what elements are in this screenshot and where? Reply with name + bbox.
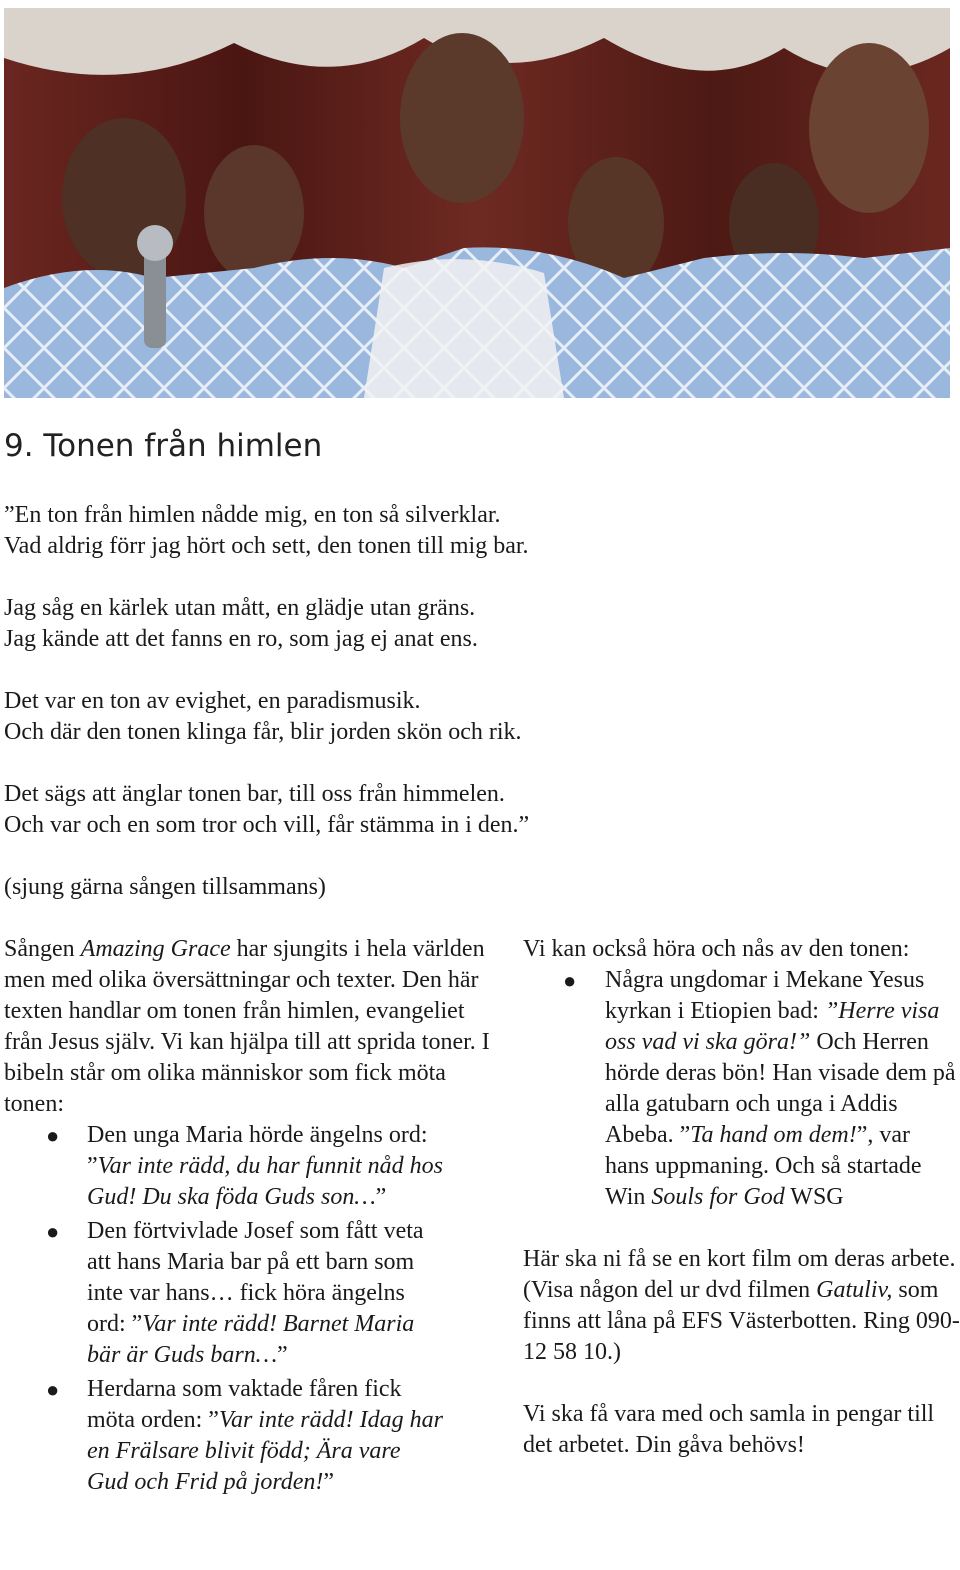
left-column	[4, 934, 504, 1501]
singing-note: (sjung gärna sången tillsammans)	[4, 874, 326, 900]
choir-photo-illustration	[4, 8, 950, 398]
poem-line: Det sägs att änglar tonen bar, till oss från himmelen.	[4, 781, 505, 807]
choir-photo	[4, 8, 950, 398]
intro-text: har sjungits i hela världen men med olika översättningar och texter. Den här texten handlar om tonen från himlen, evangeliet från Jesus själv. Vi kan hjälpa till att sprida toner. I bibeln står om olika människor som fick möta tonen:	[4, 936, 490, 1117]
poem-line: Det var en ton av evighet, en paradismusik.	[4, 688, 421, 714]
poem-line: Jag såg en kärlek utan mått, en glädje utan gräns.	[4, 595, 476, 621]
list-item	[4, 1374, 447, 1498]
poem-line: Vad aldrig förr jag hört och sett, den tonen till mig bar.	[4, 533, 529, 559]
left-intro	[4, 934, 504, 1120]
poem	[4, 500, 944, 872]
item-quote: Ta hand om dem!	[690, 1122, 857, 1148]
film-title: Gatuliv,	[816, 1277, 893, 1303]
bible-list	[4, 1120, 504, 1498]
film-text: Här ska ni få se en kort film om deras arbete. (Visa någon del ur dvd filmen	[523, 1246, 956, 1303]
collection-paragraph: Vi ska få vara med och samla in pengar till det arbetet. Din gåva behövs!	[523, 1401, 935, 1458]
item-quote: Var inte rädd! Barnet Maria bär är Guds barn…	[87, 1311, 415, 1368]
poem-line: Och där den tonen klinga får, blir jorden skön och rik.	[4, 719, 522, 745]
list-item	[523, 965, 960, 1213]
item-text: Några ungdomar i Mekane Yesus kyrkan i Etiopien bad:	[605, 967, 925, 1024]
item-quote: Var inte rädd, du har funnit nåd hos Gud! Du ska föda Guds son…	[87, 1153, 444, 1210]
item-text: Och Herren hörde deras bön! Han visade dem på alla gatubarn och unga i Addis Abeba. ”	[605, 1029, 956, 1148]
poem-line: Och var och en som tror och vill, får stämma in i den.”	[4, 812, 530, 838]
item-close: ”	[323, 1469, 335, 1495]
item-close: ”	[277, 1342, 288, 1368]
list-item	[4, 1120, 447, 1213]
poem-stanza	[4, 593, 944, 655]
section-heading: 9. Tonen från himlen	[4, 428, 323, 464]
poem-stanza	[4, 686, 944, 748]
right-intro: Vi kan också höra och nås av den tonen:	[523, 936, 910, 962]
bullet-icon: ●	[46, 1219, 60, 1244]
wsg-list	[523, 965, 960, 1213]
item-text: Herdarna som vaktade fåren fick möta orden: ”	[87, 1376, 402, 1433]
intro-text: Sången	[4, 936, 81, 962]
item-quote: Var inte rädd! Idag har en Frälsare blivit född; Ära vare Gud och Frid på jorden!	[87, 1407, 443, 1495]
item-close: ”	[375, 1184, 387, 1210]
item-text: ”, var hans uppmaning. Och så startade Win	[605, 1122, 922, 1210]
poem-stanza	[4, 779, 944, 841]
item-text: WSG	[784, 1184, 844, 1210]
film-text: som finns att låna på EFS Västerbotten. Ring 090-12 58 10.)	[523, 1277, 960, 1365]
poem-stanza	[4, 500, 944, 562]
item-text: Den unga Maria hörde ängelns ord: ”	[87, 1122, 428, 1179]
list-item	[4, 1216, 447, 1371]
film-paragraph	[523, 1244, 960, 1368]
org-name: Souls for God	[651, 1184, 785, 1210]
right-column	[523, 934, 960, 1461]
bullet-icon: ●	[46, 1377, 60, 1402]
poem-line: Jag kände att det fanns en ro, som jag ej anat ens.	[4, 626, 478, 652]
bullet-icon: ●	[563, 968, 577, 993]
bullet-icon: ●	[46, 1123, 60, 1148]
item-quote: ”Herre visa oss vad vi ska göra!”	[605, 998, 940, 1055]
item-text: Den förtvivlade Josef som fått veta att hans Maria bar på ett barn som inte var hans… fick höra ängelns ord: ”	[87, 1218, 424, 1337]
poem-line: ”En ton från himlen nådde mig, en ton så silverklar.	[4, 502, 501, 528]
song-title: Amazing Grace	[80, 936, 231, 962]
